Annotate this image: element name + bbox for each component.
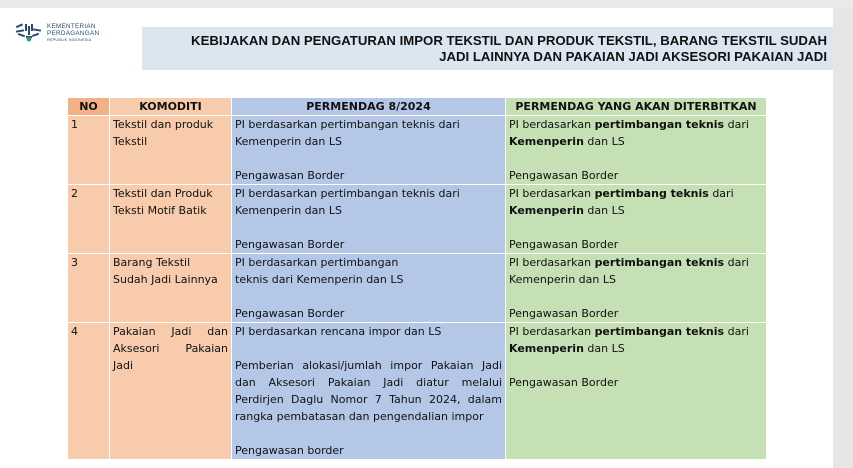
row-komoditi: Tekstil dan Produk Teksti Motif Batik [110,185,232,254]
header-komoditi: KOMODITI [110,98,232,116]
new-border: Pengawasan Border [509,238,619,251]
table-row [68,116,767,185]
new-border: Pengawasan Border [509,376,619,389]
row-permendag-8 [232,116,506,185]
p8-border: Pengawasan Border [235,238,345,251]
header-permendag-8-2024: PERMENDAG 8/2024 [232,98,506,116]
logo-line-2: PERDAGANGAN [47,29,100,37]
p8-border: Pengawasan border [235,444,344,457]
header-no: NO [68,98,110,116]
p8-text: PI berdasarkan pertimbangan teknis dari Kemenperin dan LS [235,118,460,148]
header-permendag-baru: PERMENDAG YANG AKAN DITERBITKAN [506,98,767,116]
row-no: 2 [68,185,110,254]
row-permendag-8 [232,254,506,323]
table-header-row [68,98,767,116]
title-band [142,27,833,70]
row-permendag-8 [232,185,506,254]
ministry-emblem-icon [16,23,42,43]
table-row [68,254,767,323]
window-top-strip [0,0,853,8]
p8-border: Pengawasan Border [235,169,345,182]
logo-line-3: REPUBLIK INDONESIA [47,37,92,42]
p8-text: PI berdasarkan pertimbangan teknis dari Kemenperin dan LS [235,187,460,217]
table-row [68,185,767,254]
p8-border: Pengawasan Border [235,307,345,320]
ministry-logo [16,21,116,45]
p8-allocation-text: Pemberian alokasi/jumlah impor Pakaian Jadi dan Aksesori Pakaian Jadi diatur melalui Perdirjen Daglu Nomor 7 Tahun 2024, dalam rangka pembatasan dan pengendalian impor [235,359,502,423]
new-text: PI berdasarkan pertimbangan teknis dari Kemenperin dan LS [509,118,749,148]
new-text: PI berdasarkan pertimbang teknis dari Kemenperin dan LS [509,187,734,217]
row-permendag-8 [232,323,506,460]
new-text: PI berdasarkan pertimbangan teknis dari Kemenperin dan LS [509,256,749,286]
row-no: 1 [68,116,110,185]
row-no: 3 [68,254,110,323]
row-no: 4 [68,323,110,460]
table-row [68,323,767,460]
p8-text: PI berdasarkan rencana impor dan LS [235,325,442,338]
row-komoditi: Pakaian Jadi dan Aksesori Pakaian Jadi [110,323,232,460]
row-permendag-baru [506,323,767,460]
p8-text: PI berdasarkan pertimbangan teknis dari Kemenperin dan LS [235,256,404,286]
page-title [147,33,827,65]
row-komoditi: Barang Tekstil Sudah Jadi Lainnya [110,254,232,323]
new-border: Pengawasan Border [509,307,619,320]
row-permendag-baru [506,254,767,323]
row-komoditi: Tekstil dan produk Tekstil [110,116,232,185]
new-border: Pengawasan Border [509,169,619,182]
window-right-edge [833,8,853,468]
page-title-line-1: KEBIJAKAN DAN PENGATURAN IMPOR TEKSTIL DAN PRODUK TEKSTIL, BARANG TEKSTIL SUDAH [191,33,827,48]
regulation-table [67,97,767,460]
logo-line-1: KEMENTERIAN [47,23,96,30]
row-permendag-baru [506,116,767,185]
page-title-line-2: JADI LAINNYA DAN PAKAIAN JADI AKSESORI PAKAIAN JADI [439,49,827,64]
new-text: PI berdasarkan pertimbangan teknis dari Kemenperin dan LS [509,325,749,355]
row-permendag-baru [506,185,767,254]
